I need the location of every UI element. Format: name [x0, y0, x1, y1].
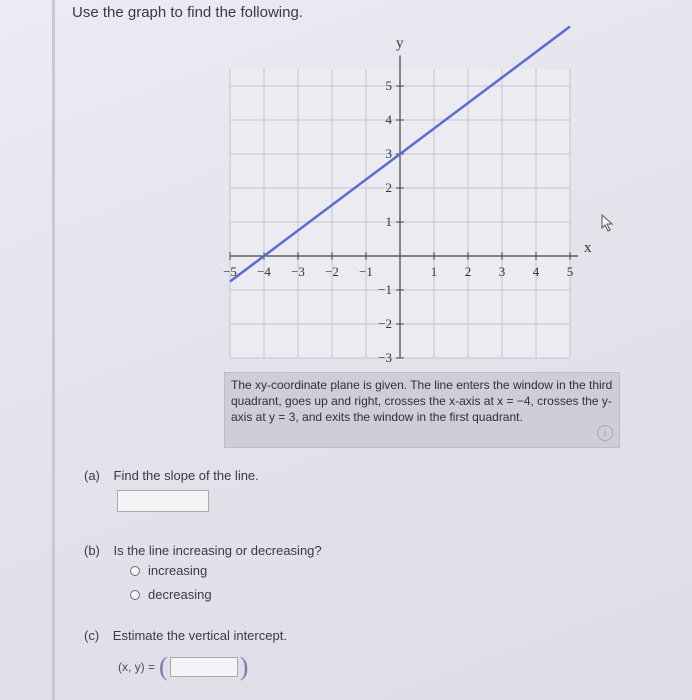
option-decreasing[interactable] — [130, 587, 212, 602]
graph-svg — [223, 35, 620, 370]
x-tick-label: −3 — [291, 264, 305, 279]
x-tick-label: 3 — [498, 264, 506, 279]
question-b — [84, 543, 322, 558]
question-c-part: (c) — [84, 628, 100, 643]
y-tick-label: −2 — [378, 316, 392, 331]
coordinate-graph — [223, 35, 620, 370]
y-tick-label: 5 — [385, 78, 392, 93]
graph-description-text: The xy-coordinate plane is given. The line enters the window in the third quadrant, goes up and right, crosses the x-axis at x = −4, crosses the y-axis at y = 3, and exits the window in the first quadrant. — [231, 378, 613, 424]
question-a-text: Find the slope of the line. — [113, 468, 259, 483]
question-a-part: (a) — [84, 468, 100, 483]
x-tick-label: −2 — [325, 264, 339, 279]
y-tick-label: 3 — [385, 146, 392, 161]
question-b-part: (b) — [84, 543, 100, 558]
x-tick-label: −1 — [359, 264, 373, 279]
graph-description — [224, 372, 620, 448]
question-b-text: Is the line increasing or decreasing? — [113, 543, 322, 558]
instruction-text: Use the graph to find the following. — [72, 4, 303, 21]
x-tick-label: 4 — [532, 264, 540, 279]
option-decreasing-label: decreasing — [148, 587, 212, 602]
question-c — [84, 628, 287, 643]
x-tick-label: 5 — [566, 264, 574, 279]
x-tick-label: 2 — [464, 264, 472, 279]
mouse-cursor-icon — [600, 214, 616, 232]
option-increasing-label: increasing — [148, 563, 208, 578]
y-tick-label: −1 — [378, 282, 392, 297]
coord-label: (x, y) = — [118, 660, 156, 674]
y-tick-label: 2 — [385, 180, 392, 195]
x-axis-label: x — [584, 240, 592, 256]
paren-close: ) — [239, 652, 249, 681]
y-tick-label: 1 — [385, 214, 392, 229]
radio-increasing[interactable] — [130, 566, 140, 576]
x-tick-label: −5 — [223, 264, 237, 279]
question-c-text: Estimate the vertical intercept. — [112, 628, 287, 643]
y-tick-label: −3 — [378, 350, 392, 365]
option-increasing[interactable] — [130, 563, 207, 578]
x-tick-label: 1 — [430, 264, 438, 279]
y-tick-label: 4 — [385, 112, 392, 127]
paren-open: ( — [159, 652, 168, 681]
vertical-intercept-row — [118, 654, 248, 680]
radio-decreasing[interactable] — [130, 590, 140, 600]
vertical-intercept-input[interactable] — [170, 657, 238, 677]
y-axis-label: y — [396, 35, 404, 52]
info-icon[interactable]: i — [597, 425, 613, 441]
x-tick-label: −4 — [257, 264, 271, 279]
question-a — [84, 468, 259, 483]
page-left-border — [52, 0, 55, 700]
slope-answer-input[interactable] — [117, 490, 209, 512]
